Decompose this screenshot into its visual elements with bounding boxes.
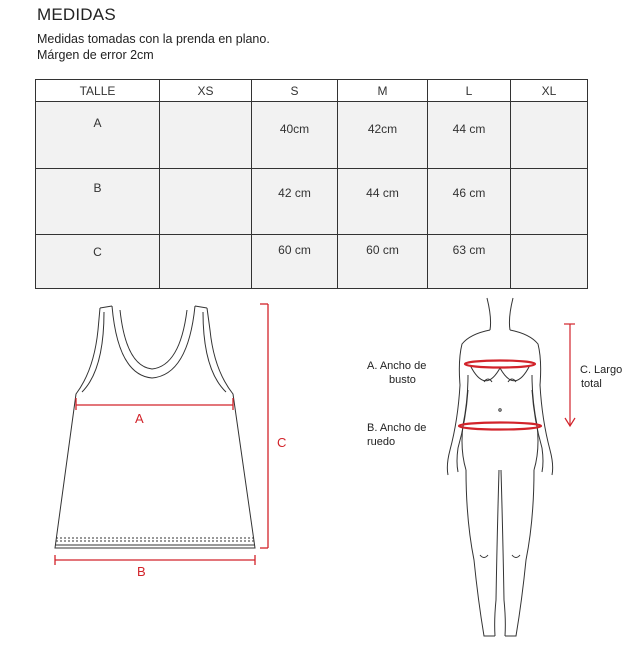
note-line-1: Medidas tomadas con la prenda en plano.	[37, 32, 270, 46]
col-xs: XS	[160, 80, 252, 102]
cell-s: 60 cm	[252, 235, 338, 289]
garment-label-c: C	[277, 435, 287, 450]
col-talle: TALLE	[36, 80, 160, 102]
body-label-b-line2: ruedo	[367, 436, 396, 448]
body-label-b	[367, 421, 426, 449]
garment-label-a: A	[135, 411, 144, 426]
col-s: S	[252, 80, 338, 102]
body-label-a-line1: A. Ancho de	[367, 360, 427, 372]
page-title: MEDIDAS	[37, 5, 116, 24]
body-label-c-line2: total	[581, 378, 602, 390]
bust-measure-line	[465, 361, 535, 368]
cell-l: 46 cm	[428, 169, 511, 235]
note-line-2: Márgen de error 2cm	[37, 48, 154, 62]
cell-s: 40cm	[252, 102, 338, 169]
body-label-a	[367, 359, 426, 387]
body-label-a-line2: busto	[389, 374, 416, 386]
garment-measure-lines	[55, 304, 268, 565]
body-label-b-line1: B. Ancho de	[367, 422, 427, 434]
cell-l: 63 cm	[428, 235, 511, 289]
body-label-c	[580, 363, 622, 391]
cell-m: 60 cm	[338, 235, 428, 289]
cell-l: 44 cm	[428, 102, 511, 169]
height-arrow	[564, 324, 575, 426]
cell-m: 42cm	[338, 102, 428, 169]
cell-m: 44 cm	[338, 169, 428, 235]
hem-measure-line	[459, 423, 541, 430]
garment-label-b: B	[137, 564, 146, 579]
col-m: M	[338, 80, 428, 102]
body-figure-illustration	[447, 298, 552, 636]
cell-talle: B	[36, 169, 160, 235]
cell-talle: C	[36, 235, 160, 289]
col-xl: XL	[511, 80, 588, 102]
cell-talle: A	[36, 102, 160, 169]
body-label-c-line1: C. Largo	[580, 364, 623, 376]
cell-s: 42 cm	[252, 169, 338, 235]
tank-top-illustration	[55, 306, 255, 548]
col-l: L	[428, 80, 511, 102]
body-measure-lines	[459, 361, 541, 430]
